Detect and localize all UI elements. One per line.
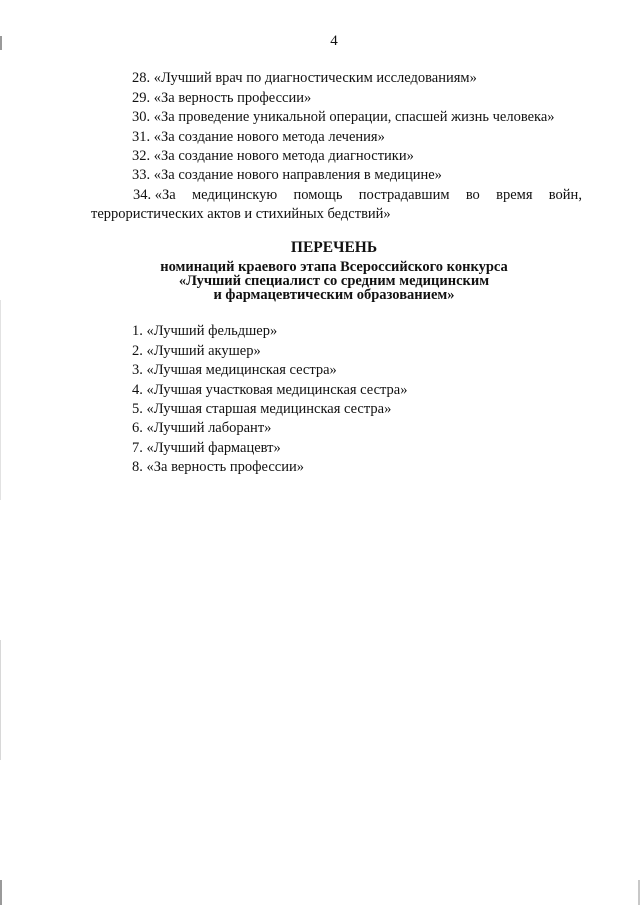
list-item: 3. «Лучшая медицинская сестра» <box>132 362 337 378</box>
list-item: 8. «За верность профессии» <box>132 459 304 475</box>
list-item-34 <box>133 186 582 204</box>
list-item: 32. «За создание нового метода диагностики» <box>132 148 414 164</box>
justified-word: войн, <box>548 187 582 203</box>
list-item: 31. «За создание нового метода лечения» <box>132 129 385 145</box>
list-item: 28. «Лучший врач по диагностическим исследованиям» <box>132 70 477 86</box>
justified-word: медицинскую <box>192 187 278 203</box>
list-item: 33. «За создание нового направления в медицине» <box>132 167 442 183</box>
scan-edge-mark <box>0 880 2 905</box>
page-number: 4 <box>330 33 338 49</box>
list-item: 30. «За проведение уникальной операции, спасшей жизнь человека» <box>132 109 555 125</box>
list-item: 1. «Лучший фельдшер» <box>132 323 278 339</box>
section-subtitle-line: «Лучший специалист со средним медицинским <box>178 273 490 289</box>
list-item: 29. «За верность профессии» <box>132 90 312 106</box>
section-subtitle-line: и фармацевтическим образованием» <box>213 287 455 303</box>
scan-edge-mark <box>0 300 1 500</box>
justified-word: время <box>496 187 533 203</box>
scan-edge-mark <box>0 36 2 50</box>
list-item: 7. «Лучший фармацевт» <box>132 440 281 456</box>
list-item-34-continuation: террористических актов и стихийных бедствий» <box>91 206 391 222</box>
justified-word: 34. «За <box>133 187 176 203</box>
justified-word: пострадавшим <box>358 187 450 203</box>
justified-word: помощь <box>293 187 343 203</box>
list-item: 4. «Лучшая участковая медицинская сестра» <box>132 382 408 398</box>
section-title: ПЕРЕЧЕНЬ <box>290 239 378 256</box>
list-item: 2. «Лучший акушер» <box>132 343 261 359</box>
justified-word: во <box>465 187 480 203</box>
list-item: 6. «Лучший лаборант» <box>132 420 272 436</box>
section-subtitle-line: номинаций краевого этапа Всероссийского конкурса <box>160 259 508 275</box>
scan-edge-mark <box>0 640 1 760</box>
list-item: 5. «Лучшая старшая медицинская сестра» <box>132 401 392 417</box>
